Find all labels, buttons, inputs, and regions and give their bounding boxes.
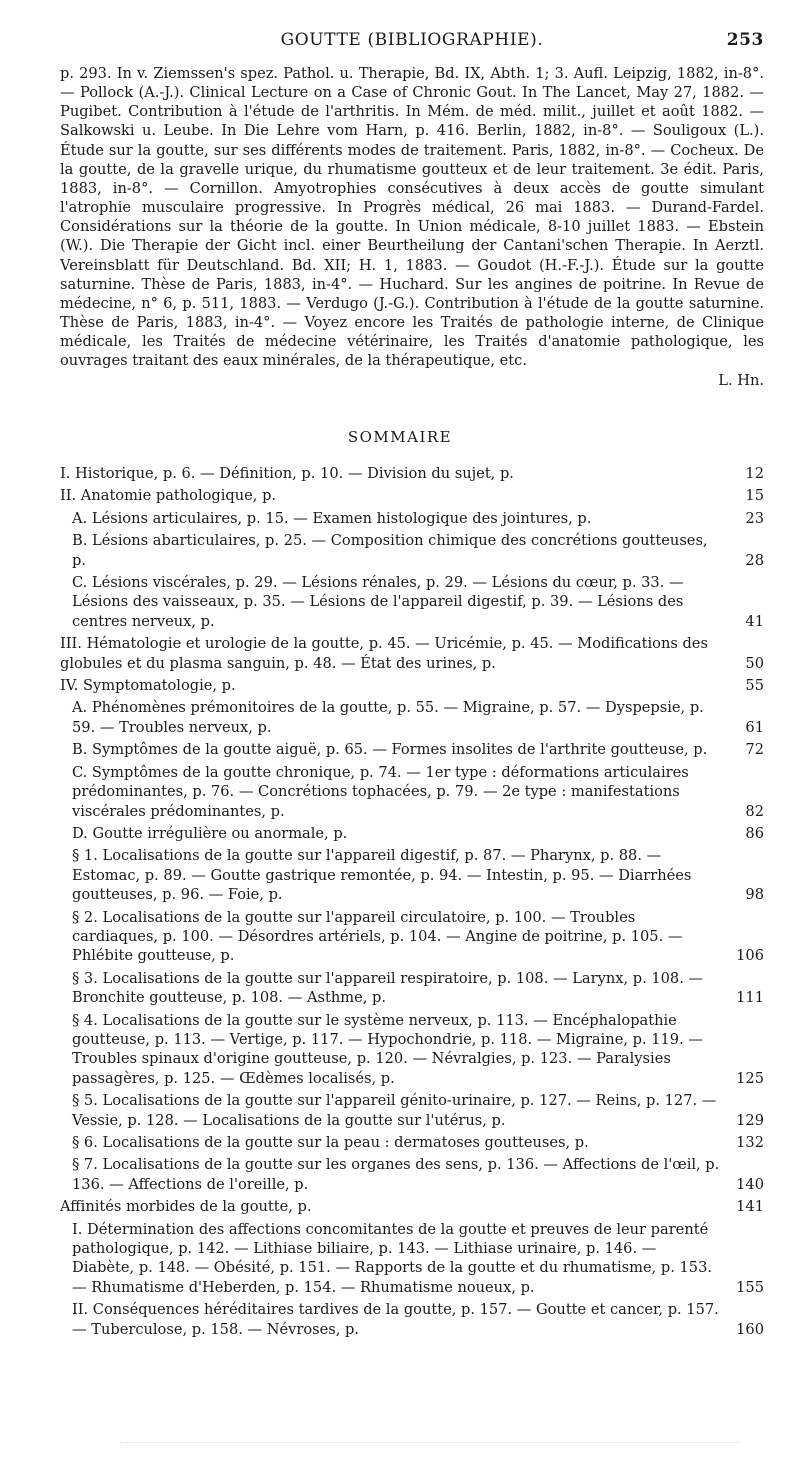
toc-entry-page: 23 bbox=[745, 509, 764, 527]
toc-entry-page: 86 bbox=[745, 824, 764, 842]
toc-entry-text: II. Anatomie pathologique, p. bbox=[60, 487, 277, 505]
toc-entry-text: IV. Symptomatologie, p. bbox=[60, 677, 236, 695]
toc-entry-page: 12 bbox=[745, 465, 764, 482]
toc-entry-text: § 1. Localisations de la goutte sur l'appareil digestif, p. 87. — Pharynx, p. 88. — Estomac, p. 89. — Goutte gastrique remontée, p. 94. — Intestin, p. 95. — Diarrhées goutteuses, p. 96. — Foie, p. bbox=[72, 847, 692, 904]
toc-entry-page: 140 bbox=[736, 1175, 764, 1193]
toc-entry-page: 72 bbox=[745, 741, 764, 759]
toc-entry-page: 125 bbox=[736, 1069, 764, 1087]
bibliography-paragraph: p. 293. In v. Ziemssen's spez. Pathol. u. Therapie, Bd. IX, Abth. 1; 3. Aufl. Leipzig, 1882, in-8°. — Pollock (A.-J.). Clinical Lecture on a Case of Chronic Gout. In The Lancet, May 27, 1882. — Pugibet. Contribution à l'étude de l'arthritis. In Mém. de méd. milit., juillet et août 1882. — Salkowski u. Leube. In Die Lehre vom Harn, p. 416. Berlin, 1882, in-8°. — Souligoux (L.). Étude sur la goutte, sur ses différents modes de traitement. Paris, 1882, in-8°. — Cocheux. De la goutte, de la gravelle urique, du rhumatisme goutteux et de leur traitement. 3e édit. Paris, 1883, in-8°. — Cornillon. Amyotrophies consécutives à deux accès de goutte simulant l'atrophie musculaire progressive. In Progrès médical, 26 mai 1883. — Durand-Fardel. Considérations sur la théorie de la goutte. In Union médicale, 8-10 juillet 1883. — Ebstein (W.). Die Therapie der Gicht incl. einer Beurtheilung der Cantani'schen Therapie. In Aerztl. Vereinsblatt für Deutschland. Bd. XII; H. 1, 1883. — Goudot (H.-F.-J.). Étude sur la goutte saturnine. Thèse de Paris, 1883, in-4°. — Huchard. Sur les angines de poitrine. In Revue de médecine, n° 6, p. 511, 1883. — Verdugo (J.-G.). Contribution à l'étude de la goutte saturnine. Thèse de Paris, 1883, in-4°. — Voyez encore les Traités de pathologie interne, de Clinique médicale, les Traités de médecine vétérinaire, les Traités d'anatomie pathologique, les ouvrages traitant des eaux minérales, de la thérapeutique, etc. bbox=[60, 65, 764, 370]
toc-entry bbox=[60, 676, 764, 695]
toc-entry-text: D. Goutte irrégulière ou anormale, p. bbox=[72, 824, 348, 842]
toc-entry-page: 106 bbox=[736, 947, 764, 965]
toc-entry bbox=[60, 634, 764, 673]
toc-entry-text: C. Symptômes de la goutte chronique, p. 74. — 1er type : déformations articulaires prédominantes, p. 76. — Concrétions tophacées, p. 79. — 2e type : manifestations viscérales prédominantes, p. bbox=[72, 763, 689, 820]
toc-entry-page: 41 bbox=[745, 612, 764, 630]
toc-entry-text: § 3. Localisations de la goutte sur l'appareil respiratoire, p. 108. — Larynx, p. 108. — Bronchite goutteuse, p. 108. — Asthme, p. bbox=[72, 969, 704, 1007]
toc-entry-page: 111 bbox=[736, 989, 764, 1007]
toc-entry-text: § 6. Localisations de la goutte sur la peau : dermatoses goutteuses, p. bbox=[72, 1134, 589, 1151]
toc-entry-text: § 4. Localisations de la goutte sur le système nerveux, p. 113. — Encéphalopathie goutteuse, p. 113. — Vertige, p. 117. — Hypochondrie, p. 118. — Migraine, p. 119. — Troubles spinaux d'origine goutteuse, p. 120. — Névralgies, p. 123. — Paralysies passagères, p. 125. — Œdèmes localisés, p. bbox=[72, 1011, 703, 1087]
toc-entry-page: 82 bbox=[745, 802, 764, 820]
page-number: 253 bbox=[726, 30, 764, 50]
toc-entry-text: I. Historique, p. 6. — Définition, p. 10. — Division du sujet, p. bbox=[60, 465, 514, 482]
toc-entry bbox=[60, 1197, 764, 1216]
toc-entry-text: II. Conséquences héréditaires tardives de la goutte, p. 157. — Goutte et cancer, p. 157. — Tuberculose, p. 158. — Névroses, p. bbox=[72, 1301, 719, 1338]
toc-entry-page: 155 bbox=[736, 1278, 764, 1296]
running-head bbox=[60, 30, 764, 52]
toc-entry-page: 129 bbox=[736, 1111, 764, 1129]
toc-entry-text: A. Phénomènes prémonitoires de la goutte, p. 55. — Migraine, p. 57. — Dyspepsie, p. 59. — Troubles nerveux, p. bbox=[72, 699, 704, 736]
toc-entry-page: 55 bbox=[745, 677, 764, 695]
toc-entry-page: 15 bbox=[745, 487, 764, 505]
toc-entry bbox=[60, 573, 764, 631]
toc-entry-page: 141 bbox=[736, 1198, 764, 1216]
toc-entry-text: B. Lésions abarticulaires, p. 25. — Composition chimique des concrétions goutteuses, p. bbox=[72, 532, 708, 569]
toc-entry-page: 98 bbox=[745, 886, 764, 904]
toc-entry-text: § 7. Localisations de la goutte sur les organes des sens, p. 136. — Affections de l'œil, p. 136. — Affections de l'oreille, p. bbox=[72, 1156, 720, 1193]
toc-entry-text: § 2. Localisations de la goutte sur l'appareil circulatoire, p. 100. — Troubles cardiaques, p. 100. — Désordres artériels, p. 104. — Angine de poitrine, p. 105. — Phlébite goutteuse, p. bbox=[72, 908, 683, 965]
toc-entry bbox=[60, 509, 764, 528]
toc-entry-page: 50 bbox=[745, 654, 764, 672]
summary-heading: SOMMAIRE bbox=[347, 428, 453, 446]
toc-entry-text: Affinités morbides de la goutte, p. bbox=[60, 1198, 312, 1216]
toc-entry-text: A. Lésions articulaires, p. 15. — Examen histologique des jointures, p. bbox=[72, 509, 592, 527]
author-signature: L. Hn. bbox=[718, 371, 764, 389]
toc-entry bbox=[60, 486, 764, 505]
toc-entry bbox=[60, 1133, 764, 1152]
toc-entry-text: III. Hématologie et urologie de la goutte, p. 45. — Uricémie, p. 45. — Modifications des globules et du plasma sanguin, p. 48. — État des urines, p. bbox=[60, 635, 708, 672]
toc-entry bbox=[60, 969, 764, 1008]
toc-entry-text: C. Lésions viscérales, p. 29. — Lésions rénales, p. 29. — Lésions du cœur, p. 33. — Lésions des vaisseaux, p. 35. — Lésions de l'appareil digestif, p. 39. — Lésions des centres nerveux, p. bbox=[72, 574, 684, 630]
toc-entry bbox=[60, 531, 764, 570]
toc-entry-text: § 5. Localisations de la goutte sur l'appareil génito-urinaire, p. 127. — Reins, p. 127. — Vessie, p. 128. — Localisations de la goutte sur l'utérus, p. bbox=[72, 1092, 717, 1129]
toc-entry bbox=[60, 1300, 764, 1339]
toc-entry bbox=[60, 1220, 764, 1298]
toc-entry bbox=[60, 908, 764, 966]
toc-entry bbox=[60, 824, 764, 843]
toc-entry bbox=[60, 763, 764, 821]
toc-entry bbox=[60, 698, 764, 737]
toc-entry-page: 28 bbox=[745, 551, 764, 569]
page-bottom-rule bbox=[120, 1436, 740, 1443]
toc-entry bbox=[60, 1011, 764, 1089]
toc-entry bbox=[60, 740, 764, 759]
toc-entry-text: B. Symptômes de la goutte aiguë, p. 65. — Formes insolites de l'arthrite goutteuse, p. bbox=[72, 741, 708, 759]
bibliography-block bbox=[60, 64, 764, 390]
toc-entry-text: I. Détermination des affections concomitantes de la goutte et preuves de leur parenté pathologique, p. 142. — Lithiase biliaire, p. 143. — Lithiase urinaire, p. 146. — Diabète, p. 148. — Obésité, p. 151. — Rapports de la goutte et du rhumatisme, p. 153. — Rhumatisme d'Heberden, p. 154. — Rhumatisme noueux, p. bbox=[72, 1220, 713, 1296]
table-of-contents bbox=[60, 464, 764, 1342]
toc-entry bbox=[60, 1155, 764, 1194]
toc-entry bbox=[60, 846, 764, 904]
running-head-title: GOUTTE (BIBLIOGRAPHIE). bbox=[280, 30, 544, 50]
toc-entry bbox=[60, 1091, 764, 1130]
toc-entry-page: 61 bbox=[745, 718, 764, 736]
toc-entry-page: 160 bbox=[736, 1320, 764, 1338]
toc-entry bbox=[60, 464, 764, 483]
toc-entry-page: 132 bbox=[736, 1134, 764, 1151]
